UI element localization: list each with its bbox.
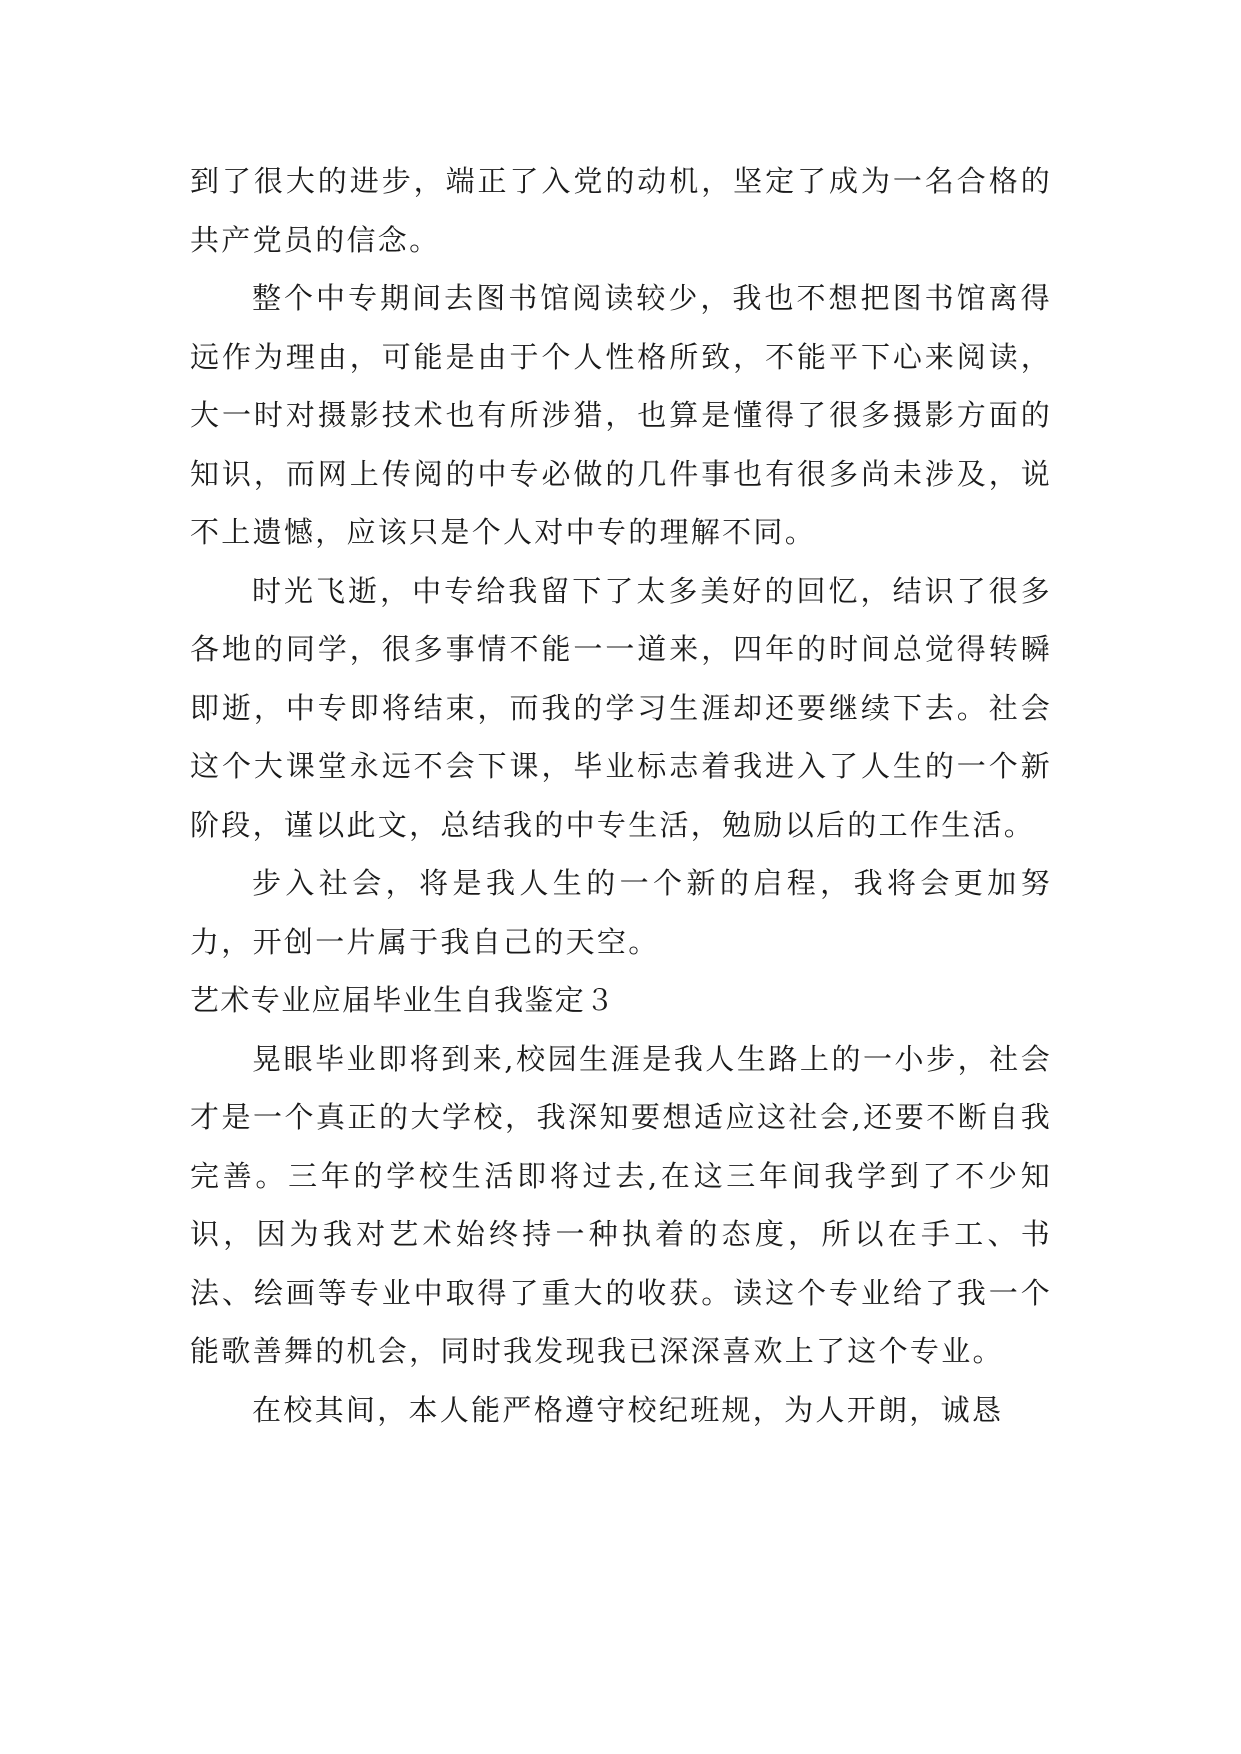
paragraph-2: 整个中专期间去图书馆阅读较少，我也不想把图书馆离得远作为理由，可能是由于个人性格所致，不能平下心来阅读，大一时对摄影技术也有所涉猎，也算是懂得了很多摄影方面的知识，而网上传阅的中专必做的几件事也有很多尚未涉及，说不上遗憾，应该只是个人对中专的理解不同。 <box>190 281 1052 549</box>
section-heading: 艺术专业应届毕业生自我鉴定３ <box>190 983 616 1017</box>
document-body <box>190 152 1052 1439</box>
paragraph-4: 步入社会，将是我人生的一个新的启程，我将会更加努力，开创一片属于我自己的天空。 <box>190 866 1052 959</box>
paragraph-1: 到了很大的进步，端正了入党的动机，坚定了成为一名合格的共产党员的信念。 <box>190 164 1052 257</box>
paragraph-5: 晃眼毕业即将到来,校园生涯是我人生路上的一小步，社会才是一个真正的大学校，我深知要想适应这社会,还要不断自我完善。三年的学校生活即将过去,在这三年间我学到了不少知识，因为我对艺术始终持一种执着的态度，所以在手工、书法、绘画等专业中取得了重大的收获。读这个专业给了我一个能歌善舞的机会，同时我发现我已深深喜欢上了这个专业。 <box>190 1041 1052 1368</box>
paragraph-3: 时光飞逝，中专给我留下了太多美好的回忆，结识了很多各地的同学，很多事情不能一一道来，四年的时间总觉得转瞬即逝，中专即将结束，而我的学习生涯却还要继续下去。社会这个大课堂永远不会下课，毕业标志着我进入了人生的一个新阶段，谨以此文，总结我的中专生活，勉励以后的工作生活。 <box>190 573 1052 842</box>
paragraph-6: 在校其间，本人能严格遵守校纪班规，为人开朗，诚恳 <box>252 1392 1004 1427</box>
